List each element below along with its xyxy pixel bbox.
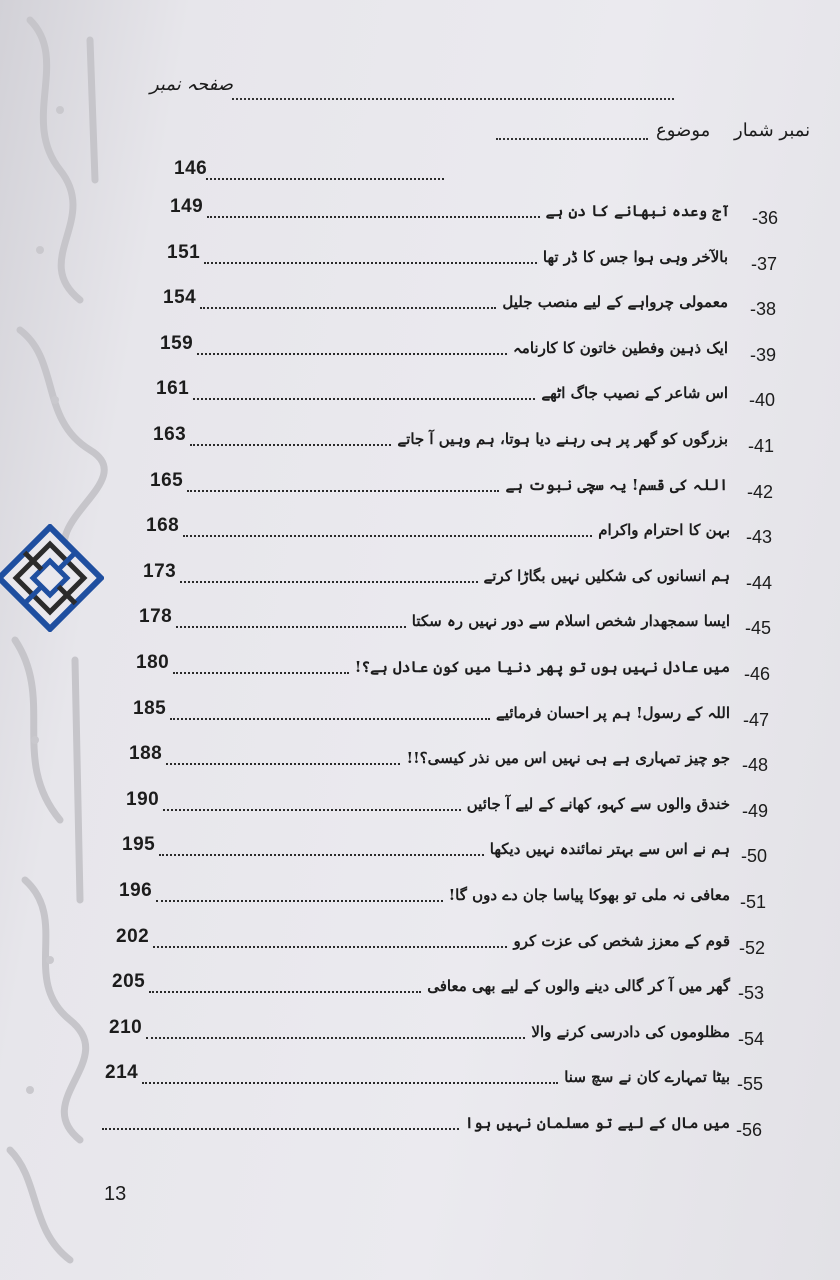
entry-number: -41 — [748, 436, 775, 456]
leader-dots — [204, 260, 537, 264]
entry-title: ایسا سمجھدار شخص اسلام سے دور نہیں رہ سکتا — [411, 612, 730, 630]
entry-title: بزرگوں کو گھر پر ہی رہنے دیا ہوتا، ہم وہیں آ جاتے — [397, 430, 728, 448]
toc-entry[interactable] — [153, 414, 728, 454]
entry-title: میں مال کے لیے تو مسلمان نہیں ہوا — [464, 1114, 730, 1132]
entry-title: بالآخر وہی ہوا جس کا ڈر تھا — [542, 248, 728, 266]
entry-title: مظلوموں کی دادرسی کرنے والا — [531, 1023, 730, 1041]
leader-dots — [193, 396, 535, 400]
page-number: 185 — [133, 698, 167, 719]
toc-entry[interactable] — [146, 505, 730, 545]
calligraphy-border-decoration — [0, 0, 120, 1280]
page-number: 168 — [146, 515, 180, 536]
entry-title: اللہ کی قسم! یہ سچی نبوت ہے — [505, 476, 728, 494]
leader-dots — [197, 351, 507, 355]
leader-dots — [183, 533, 592, 537]
toc-entry[interactable] — [119, 870, 730, 910]
toc-entry[interactable] — [150, 460, 728, 500]
page-number: 202 — [116, 926, 150, 947]
entry-number: -56 — [736, 1120, 763, 1140]
topic-leader-dots — [496, 122, 648, 140]
page-number-heading: صفحہ نمبر — [150, 74, 234, 95]
toc-entry[interactable] — [129, 733, 730, 773]
entry-number: -40 — [749, 390, 776, 410]
leader-dots — [102, 1126, 459, 1130]
toc-entry[interactable] — [143, 551, 730, 591]
entry-number: -42 — [747, 482, 774, 502]
entry-title: ہم انسانوں کی شکلیں نہیں بگاڑا کرتے — [483, 567, 730, 585]
entry-title: گھر میں آ کر گالی دینے والوں کے لیے بھی معافی — [427, 977, 730, 995]
entry-number: -36 — [752, 208, 779, 228]
entry-number: -47 — [743, 710, 770, 730]
entry-title: جو چیز تمہاری ہے ہی نہیں اس میں نذر کیسی؟!! — [406, 749, 730, 767]
leader-dots — [153, 944, 507, 948]
page-number: 205 — [112, 971, 146, 992]
entry-number: -49 — [742, 801, 769, 821]
page-number: 154 — [163, 287, 197, 308]
leader-dots — [146, 1035, 525, 1039]
entry-number: -46 — [744, 664, 771, 684]
leader-dots — [149, 989, 421, 993]
leader-dots — [190, 442, 391, 446]
entry-title: ایک ذہین وفطین خاتون کا کارنامہ — [513, 339, 728, 357]
serial-number-heading: نمبر شمار — [734, 120, 811, 141]
entry-title: بیٹا تمہارے کان نے سچ سنا — [564, 1068, 730, 1086]
toc-entry[interactable] — [167, 232, 728, 272]
leader-dots — [200, 305, 496, 309]
leader-dots — [173, 670, 349, 674]
page-number: 173 — [143, 561, 177, 582]
toc-entry[interactable] — [105, 1052, 730, 1092]
page-number: 165 — [150, 470, 184, 491]
entry-number: -50 — [741, 846, 768, 866]
header-leader-dots — [232, 78, 674, 100]
entry-number: -51 — [740, 892, 767, 912]
toc-entry[interactable] — [102, 1098, 730, 1138]
leader-dots — [206, 176, 444, 180]
toc-entry[interactable] — [116, 916, 730, 956]
leader-dots — [176, 624, 406, 628]
entry-number: -38 — [750, 299, 777, 319]
entry-title: بہن کا احترام واکرام — [598, 521, 730, 539]
entry-number: -44 — [746, 573, 773, 593]
leader-dots — [207, 214, 540, 218]
entry-title: ہم نے اس سے بہتر نمائندہ نہیں دیکھا — [489, 840, 730, 858]
toc-entry[interactable] — [163, 277, 728, 317]
leader-dots — [166, 761, 400, 765]
toc-entry[interactable] — [170, 186, 730, 226]
page-number: 178 — [139, 606, 173, 627]
page-number: 214 — [105, 1062, 139, 1083]
topic-heading: موضوع — [656, 120, 711, 141]
entry-number: -39 — [750, 345, 777, 365]
leader-dots — [170, 716, 490, 720]
page-number: 149 — [170, 196, 204, 217]
leader-dots — [159, 852, 484, 856]
kufic-emblem-icon — [0, 524, 104, 632]
entry-number: -43 — [746, 527, 773, 547]
entry-number: -52 — [739, 938, 766, 958]
entry-title: آج وعدہ نبھانے کا دن ہے — [545, 202, 730, 220]
entry-number: -53 — [738, 983, 765, 1003]
toc-entry[interactable] — [139, 596, 730, 636]
toc-entry[interactable] — [126, 779, 730, 819]
entry-title: معافی نہ ملی تو بھوکا پیاسا جان دے دوں گا! — [448, 886, 730, 904]
page-number: 196 — [119, 880, 153, 901]
entry-title: معمولی چرواہے کے لیے منصب جلیل — [502, 293, 728, 311]
page-number: 161 — [156, 378, 190, 399]
page-number: 146 — [174, 158, 208, 179]
leader-dots — [163, 807, 461, 811]
entry-title: اس شاعر کے نصیب جاگ اٹھے — [541, 384, 728, 402]
leader-dots — [142, 1080, 558, 1084]
entry-number: -45 — [745, 618, 772, 638]
page-number: 180 — [136, 652, 170, 673]
entry-title: قوم کے معزز شخص کی عزت کرو — [513, 932, 730, 950]
page-number: 163 — [153, 424, 187, 445]
toc-entry[interactable] — [122, 824, 730, 864]
leader-dots — [187, 488, 499, 492]
entry-number: -37 — [751, 254, 778, 274]
page-number: 159 — [160, 333, 194, 354]
footer-page-number: 13 — [104, 1183, 127, 1205]
page-number: 195 — [122, 834, 156, 855]
toc-entry[interactable] — [160, 323, 728, 363]
entry-number: -48 — [742, 755, 769, 775]
page-number: 151 — [167, 242, 201, 263]
leader-dots — [156, 898, 443, 902]
leader-dots — [180, 579, 478, 583]
page-number: 190 — [126, 789, 160, 810]
continuation-row — [174, 148, 444, 188]
entry-title: میں عادل نہیں ہوں تو پھر دنیا میں کون عادل ہے؟! — [354, 658, 730, 676]
page-number: 188 — [129, 743, 163, 764]
toc-entry[interactable] — [133, 688, 730, 728]
page-number: 210 — [109, 1017, 143, 1038]
entry-title: خندق والوں سے کہو، کھانے کے لیے آ جائیں — [466, 795, 730, 813]
entry-title: اللہ کے رسول! ہم پر احسان فرمائیے — [496, 704, 730, 722]
entry-number: -55 — [737, 1074, 764, 1094]
toc-entry[interactable] — [136, 642, 730, 682]
toc-entry[interactable] — [156, 368, 728, 408]
toc-entry[interactable] — [112, 961, 730, 1001]
toc-entry[interactable] — [109, 1007, 730, 1047]
entry-number: -54 — [738, 1029, 765, 1049]
